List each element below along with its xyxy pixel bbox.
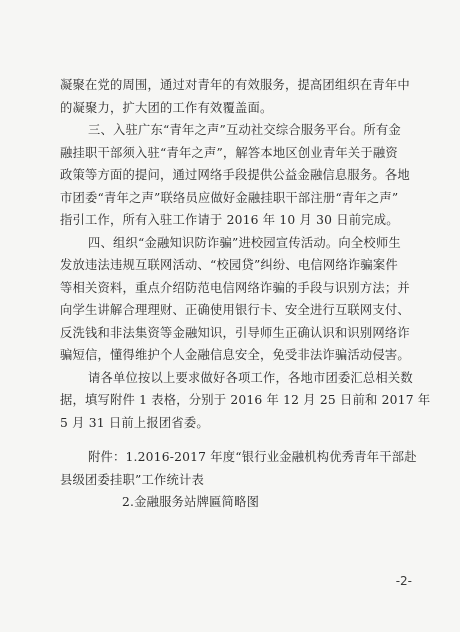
body-line: 发放违法违规互联网活动、“校园贷”纠纷、电信网络诈骗案件	[60, 258, 398, 272]
body-line: 据，填写附件 1 表格，分别于 2016 年 12 月 25 日前和 2017 年	[60, 393, 431, 407]
document-body	[60, 74, 431, 514]
attachment-line: 附件：1.2016-2017 年度“银行业金融机构优秀青年干部赴	[88, 450, 417, 464]
body-line: 凝聚在党的周围，通过对青年的有效服务，提高团组织在青年中	[60, 78, 410, 92]
body-line: 市团委“青年之声”联络员应做好金融挂职干部注册“青年之声”	[60, 190, 399, 205]
section-three-heading-line: 三、入驻广东“青年之声”互动社交综合服务平台。所有金	[88, 123, 401, 137]
request-paragraph-line: 请各单位按以上要求做好各项工作，各地市团委汇总相关数	[88, 370, 413, 385]
body-line: 骗短信，懂得维护个人金融信息安全，免受非法诈骗活动侵害。	[60, 348, 410, 362]
body-line: 指引工作，所有入驻工作请于 2016 年 10 月 30 日前完成。	[60, 213, 399, 227]
body-line: 向学生讲解合理理财、正确使用银行卡、安全进行互联网支付、	[60, 303, 410, 317]
attachment-line: 县级团委挂职”工作统计表	[60, 472, 204, 487]
body-line: 等相关资料，重点介绍防范电信网络诈骗的手段与识别方法；并	[60, 280, 410, 295]
body-line: 政策等方面的提问，通过网络手段提供公益金融信息服务。各地	[60, 168, 410, 182]
page-number: -2-	[395, 574, 412, 588]
attachment-line: 2.金融服务站牌匾简略图	[122, 495, 260, 509]
section-four-heading-line: 四、组织“金融知识防诈骗”进校园宣传活动。向全校师生	[88, 235, 401, 250]
body-line: 的凝聚力，扩大团的工作有效覆盖面。	[60, 100, 273, 115]
body-line: 融挂职干部须入驻“青年之声”，解答本地区创业青年关于融资	[60, 145, 398, 160]
body-line: 反洗钱和非法集资等金融知识，引导师生正确认识和识别网络诈	[60, 325, 410, 340]
body-line: 5 月 31 日前上报团省委。	[60, 415, 209, 430]
